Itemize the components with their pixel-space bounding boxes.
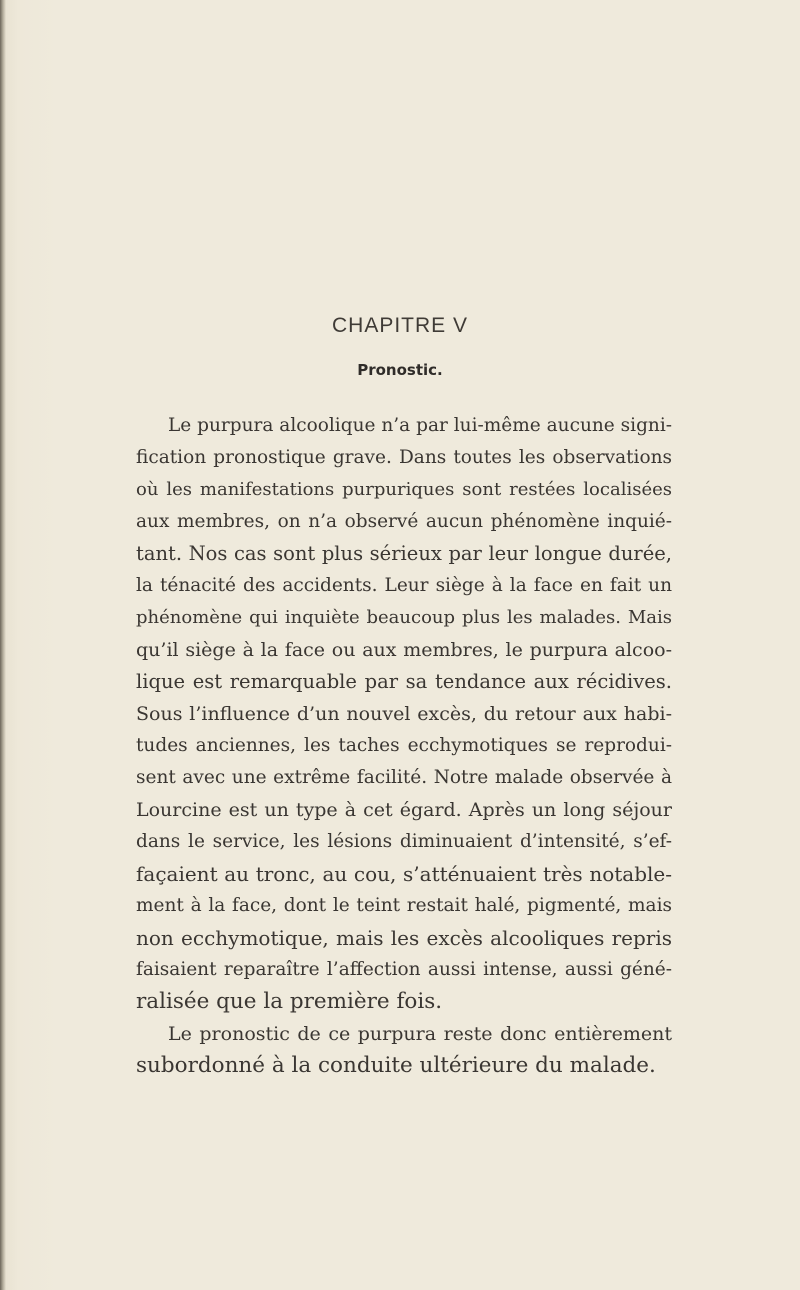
text-line: fication pronostique grave. Dans toutes les observations: [136, 447, 672, 468]
body-text: [136, 410, 672, 1082]
text-line: la ténacité des accidents. Leur siège à la face en fait un: [136, 575, 672, 596]
text-line: ment à la face, dont le teint restait halé, pigmenté, mais: [136, 895, 672, 916]
text-line: où les manifestations purpuriques sont restées localisées: [136, 479, 672, 500]
text-line: Lourcine est un type à cet égard. Après un long séjour: [136, 799, 672, 821]
text-line: lique est remarquable par sa tendance aux récidives.: [136, 670, 672, 693]
text-line: aux membres, on n’a observé aucun phénomène inquié-: [136, 511, 672, 532]
text-line: qu’il siège à la face ou aux membres, le purpura alcoo-: [136, 639, 672, 661]
section-heading: Pronostic.: [357, 361, 443, 379]
chapter-heading: CHAPITRE V: [331, 314, 469, 337]
text-line: façaient au tronc, au cou, s’atténuaient très notable-: [136, 862, 672, 886]
text-line: faisaient reparaître l’affection aussi intense, aussi géné-: [136, 959, 672, 980]
text-line: tant. Nos cas sont plus sérieux par leur longue durée,: [136, 542, 672, 565]
text-line: Le purpura alcoolique n’a par lui-même aucune signi-: [168, 415, 672, 436]
page-binding-edge: [0, 0, 6, 1290]
text-line: phénomène qui inquiète beaucoup plus les malades. Mais: [136, 607, 672, 628]
text-line: Sous l’influence d’un nouvel excès, du retour aux habi-: [136, 703, 672, 725]
text-line: tudes anciennes, les taches ecchymotiques se reprodui-: [136, 735, 672, 756]
text-line: Le pronostic de ce purpura reste donc entièrement: [168, 1023, 672, 1045]
text-line: subordonné à la conduite ultérieure du malade.: [136, 1053, 656, 1078]
text-line: dans le service, les lésions diminuaient d’intensité, s’ef-: [136, 831, 672, 852]
text-line: non ecchymotique, mais les excès alcooliques repris: [136, 926, 672, 950]
text-line: ralisée que la première fois.: [136, 989, 443, 1014]
text-line: sent avec une extrême facilité. Notre malade observée à: [136, 767, 672, 788]
